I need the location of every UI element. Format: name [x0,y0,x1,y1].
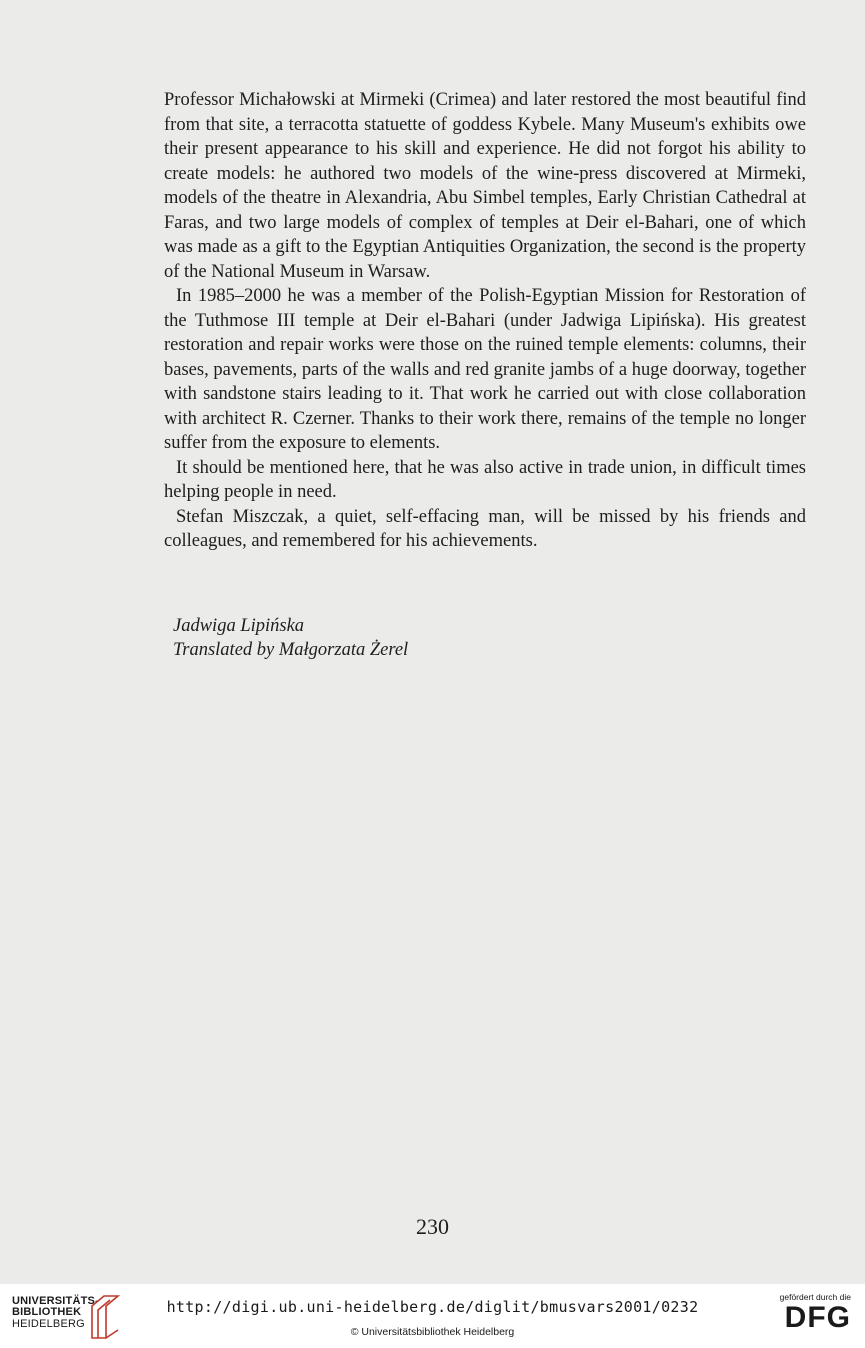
paragraph-1: Professor Michałowski at Mirmeki (Crimea) and later restored the most beautiful find from that site, a terracotta statuette of goddess Kybele. Many Museum's exhibits owe their present appearance to his skill and experience. He did not forgot his ability to create models: he authored two models of the wine-press discovered at Mirmeki, models of the theatre in Alexandria, Abu Simbel temples, Early Christian Cathedral at Faras, and two large models of complex of temples at Deir el-Bahari, one of which was made as a gift to the Egyptian Antiquities Organization, the second is the property of the National Museum in Warsaw. [164,90,806,282]
signature-block [173,614,408,662]
article-body [164,88,806,554]
library-name-line2: BIBLIOTHEK [12,1306,82,1318]
copyright-notice: © Universitätsbibliothek Heidelberg [350,1326,515,1338]
library-name-line1: UNIVERSITÄTS- [12,1295,99,1307]
source-url-link[interactable]: http://digi.ub.uni-heidelberg.de/diglit/bmusvars2001/0232 [166,1298,699,1316]
funding-caption: gefördert durch die [779,1292,851,1302]
author-name: Jadwiga Lipińska [173,616,305,636]
funder-block [780,1292,851,1334]
paragraph-3: It should be mentioned here, that he was also active in trade union, in difficult times helping people in need. [164,457,806,502]
page-number: 230 [416,1214,449,1239]
translator-credit: Translated by Małgorzata Żerel [173,640,409,660]
footer-bar [0,1284,865,1348]
paragraph-2: In 1985–2000 he was a member of the Polish-Egyptian Mission for Restoration of the Tuthmose III temple at Deir el-Bahari (under Jadwiga Lipińska). His greatest restoration and repair works were those on the ruined temple elements: columns, their bases, pavements, parts of the walls and red granite jambs of a huge doorway, together with sandstone stairs leading to it. That work he carried out with close collaboration with architect R. Czerner. Thanks to their work there, remains of the temple no longer suffer from the exposure to elements. [164,286,806,453]
paragraph-4: Stefan Miszczak, a quiet, self-effacing man, will be missed by his friends and colleagues, and remembered for his achievements. [164,506,806,551]
library-name-line3: HEIDELBERG [12,1318,85,1330]
dfg-logo: DFG [784,1301,851,1334]
